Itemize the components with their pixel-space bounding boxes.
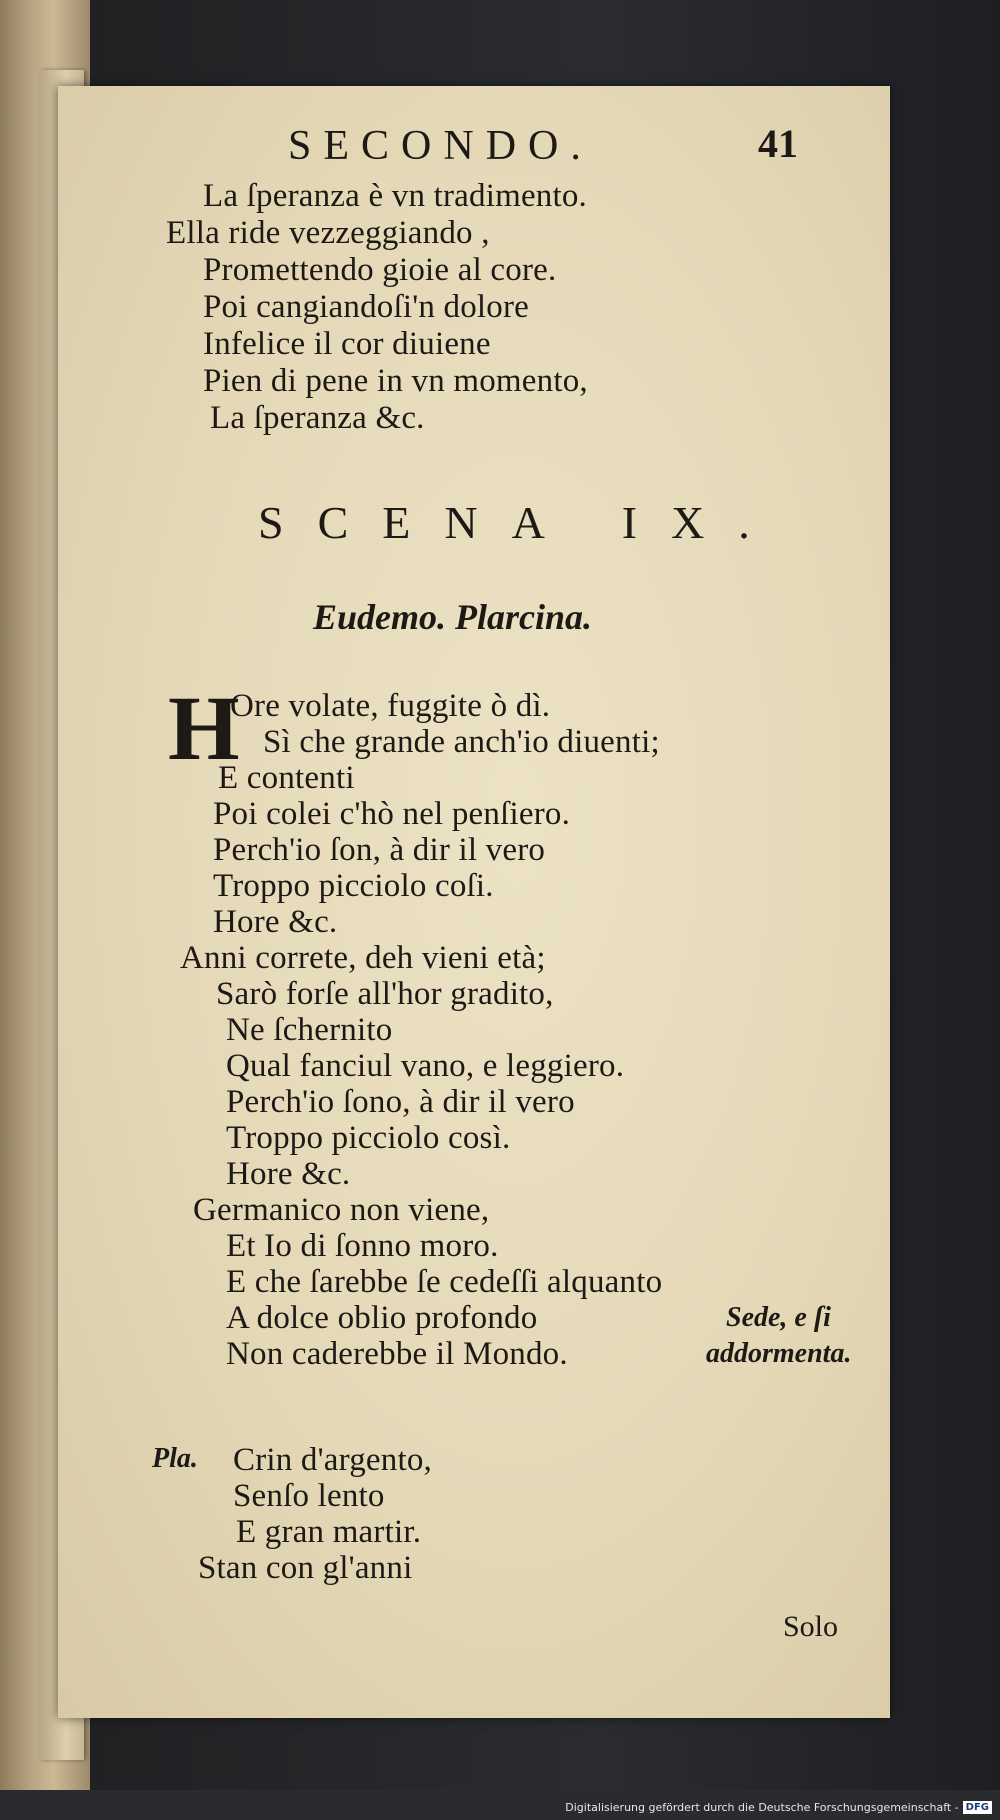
- verse-line: Crin d'argento,: [233, 1442, 432, 1478]
- verse-line: Troppo picciolo coſi.: [213, 868, 494, 904]
- verse-line: Senſo lento: [233, 1478, 385, 1514]
- verse-line: Troppo picciolo così.: [226, 1120, 511, 1156]
- running-head: SECONDO.: [288, 123, 593, 169]
- verse-line: Germanico non viene,: [193, 1192, 490, 1228]
- verse-line: Perch'io ſono, à dir il vero: [226, 1084, 575, 1120]
- drop-cap: H: [168, 677, 240, 779]
- verse-first-line: Ore volate, fuggite ò dì.: [230, 688, 551, 724]
- page-number: 41: [758, 121, 798, 166]
- footer-text: Digitalisierung gefördert durch die Deutsche Forschungsgemeinschaft -: [565, 1801, 959, 1814]
- verse-line: Anni correte, deh vieni età;: [180, 940, 546, 976]
- catchword: Solo: [783, 1610, 839, 1643]
- speaker-label: Pla.: [152, 1443, 198, 1474]
- verse-line: Hore &c.: [226, 1156, 351, 1192]
- verse-line: E gran martir.: [236, 1514, 422, 1550]
- verse-line: Qual fanciul vano, e leggiero.: [226, 1048, 625, 1084]
- intro-line: La ſperanza &c.: [210, 400, 425, 436]
- verse-line: Poi colei c'hò nel penſiero.: [213, 796, 571, 832]
- intro-line: Pien di pene in vn momento,: [203, 363, 588, 399]
- dfg-logo: DFG: [963, 1801, 992, 1814]
- verse-line: E contenti: [218, 760, 355, 796]
- verse-line: Et Io di ſonno moro.: [226, 1228, 499, 1264]
- verse-line: Perch'io ſon, à dir il vero: [213, 832, 546, 868]
- verse-line: Hore &c.: [213, 904, 338, 940]
- intro-line: La ſperanza è vn tradimento.: [203, 178, 588, 214]
- intro-line: Promettendo gioie al core.: [203, 252, 557, 288]
- verse-line: E che ſarebbe ſe cedeſſi alquanto: [226, 1264, 663, 1300]
- scene-heading: SCENA IX.: [258, 497, 784, 548]
- verse-line: Non caderebbe il Mondo.: [226, 1336, 568, 1372]
- footer-credit: [565, 1801, 992, 1814]
- intro-line: Infelice il cor diuiene: [203, 326, 491, 362]
- verse-line: Ne ſchernito: [226, 1012, 393, 1048]
- stage-direction: addormenta.: [706, 1338, 852, 1369]
- intro-line: Ella ride vezzeggiando ,: [166, 215, 490, 251]
- verse-line: Stan con gl'anni: [198, 1550, 413, 1586]
- verse-line: Sarò forſe all'hor gradito,: [216, 976, 554, 1012]
- book-page: [58, 86, 890, 1718]
- verse-line: A dolce oblio profondo: [226, 1300, 538, 1336]
- stage-direction: Sede, e ſi: [726, 1302, 831, 1333]
- verse-line: Sì che grande anch'io diuenti;: [263, 724, 660, 760]
- character-list: Eudemo. Plarcina.: [313, 597, 593, 637]
- intro-line: Poi cangiandoſi'n dolore: [203, 289, 530, 325]
